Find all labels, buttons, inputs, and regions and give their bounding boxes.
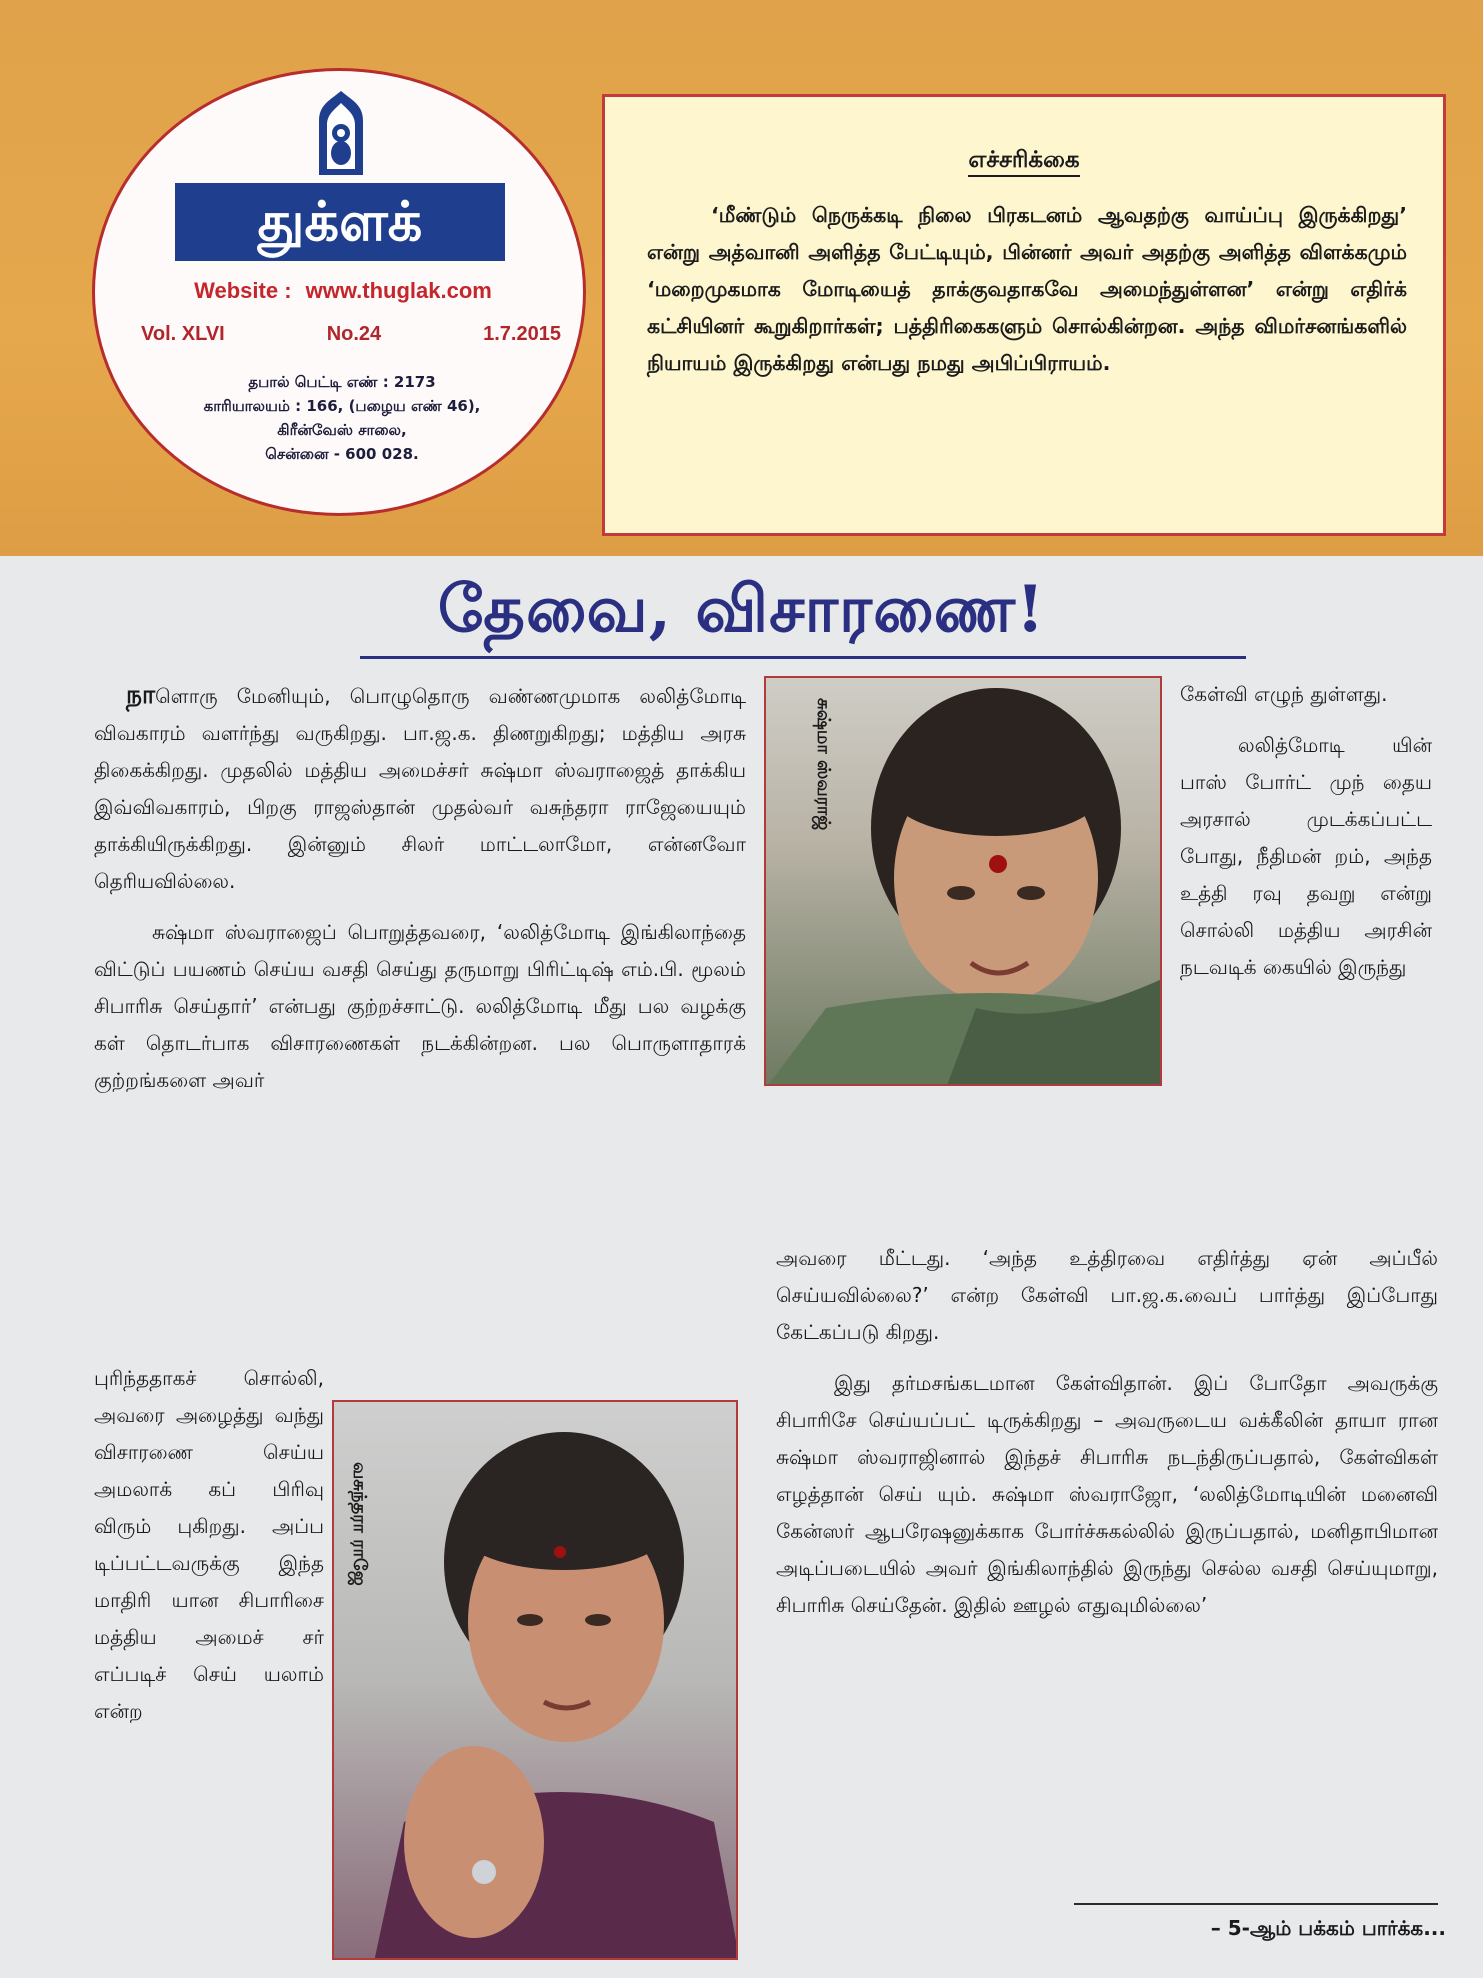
issue-line xyxy=(141,323,561,346)
article-paragraph-6: அவரை மீட்டது. ‘அந்த உத்திரவை எதிர்த்து ஏன் அப்பீல் செய்யவில்லை?’ என்ற கேள்வி பா.ஜ.க.வைப் பார்த்து இப்போது கேட்கப்படு கிறது. xyxy=(776,1246,1438,1344)
warning-box xyxy=(602,94,1446,536)
temple-emblem-icon xyxy=(313,87,369,179)
article-paragraph-7: இது தர்மசங்கடமான கேள்விதான். இப் போதோ அவருக்கு சிபாரிசே செய்யப்பட் டிருக்கிறது – அவருடைய வக்கீலின் தாயா ரான சுஷ்மா ஸ்வராஜினால் இந்தச் சிபாரிசு நடந்திருப்பதால், கேள்விகள் எழத்தான் செய் யும். சுஷ்மா ஸ்வராஜோ, ‘லலித்மோடியின் மனைவி கேன்ஸர் ஆபரேஷனுக்காக போர்ச்சுகல்லில் இருப்பதால், மனிதாபிமான அடிப்படையில் அவர் இங்கிலாந்தில் இருந்து செல்ல வசதி செய்யுமாறு, சிபாரிசு செய்தேன். இதில் ஊழல் எதுவுமில்லை’ xyxy=(776,1371,1438,1617)
article-headline: தேவை, விசாரணை! xyxy=(437,572,1046,647)
article-column-left-narrow xyxy=(94,1360,324,1744)
website-url[interactable]: www.thuglak.com xyxy=(305,278,492,303)
issue-date: 1.7.2015 xyxy=(483,323,561,345)
masthead-title xyxy=(175,183,505,261)
vasundhara-caption: வசுந்தரா ராஜே xyxy=(349,1462,370,1586)
website-label: Website : xyxy=(194,278,292,303)
article-paragraph-4: கேள்வி எழுந் துள்ளது. xyxy=(1180,682,1388,706)
masthead-title-text: துக்ளக் xyxy=(257,190,423,253)
article-column-right xyxy=(776,1240,1438,1638)
article-column-left xyxy=(94,676,746,1113)
article-paragraph-2: சுஷ்மா ஸ்வராஜைப் பொறுத்தவரை, ‘லலித்மோடி இங்கிலாந்தை விட்டுப் பயணம் செய்ய வசதி செய்து தருமாறு பிரிட்டிஷ் எம்.பி. மூலம் சிபாரிசு செய்தார்’ என்பது குற்றச்சாட்டு. லலித்மோடி மீது பல வழக்கு கள் தொடர்பாக விசாரணைகள் நடக்கின்றன. பல பொருளாதாரக் குற்றங்களை அவர் xyxy=(94,920,746,1092)
warning-text: ‘மீண்டும் நெருக்கடி நிலை பிரகடனம் ஆவதற்கு வாய்ப்பு இருக்கிறது’ என்று அத்வானி அளித்த பேட்டியும், பின்னர் அவர் அதற்கு அளித்த விளக்கமும் ‘மறைமுகமாக மோடியைத் தாக்குவதாகவே அமைந்துள்ளன’ என்று எதிர்க் கட்சியினர் கூறுகிறார்கள்; பத்திரிகைகளும் சொல்கின்றன. அந்த விமர்சனங்களில் நியாயம் இருக்கிறது என்பது நமது அபிப்பிராயம். xyxy=(647,203,1407,375)
continued-on-page: – 5-ஆம் பக்கம் பார்க்க... xyxy=(1210,1916,1446,1940)
drop-cap: நா xyxy=(126,680,156,709)
address-line-2: காரியாலயம் : 166, (பழைய எண் 46), xyxy=(203,397,481,415)
article-paragraph-5: லலித்மோடி யின் பாஸ் போர்ட் முந் தைய அரசால் முடக்கப்பட்ட போது, நீதிமன் றம், அந்த உத்தி ரவு தவறு என்று சொல்லி மத்திய அரசின் நடவடிக் கையில் இருந்து xyxy=(1180,733,1432,979)
vasundhara-portrait-image xyxy=(334,1402,738,1960)
article-paragraph-1: நாளொரு மேனியும், பொழுதொரு வண்ணமுமாக லலித்மோடி விவகாரம் வளர்ந்து வருகிறது. பா.ஜ.க. திணறுகிறது; மத்திய அரசு திகைக்கிறது. முதலில் மத்திய அமைச்சர் சுஷ்மா ஸ்வராஜைத் தாக்கிய இவ்விவகாரம், பிறகு ராஜஸ்தான் முதல்வர் வசுந்தரா ராஜேயையும் தாக்கியிருக்கிறது. இன்னும் சிலர் மாட்டலாமோ, என்னவோ தெரியவில்லை. xyxy=(94,680,746,893)
address-line-1: தபால் பெட்டி எண் : 2173 xyxy=(248,373,436,391)
footer-rule xyxy=(1074,1903,1438,1905)
vasundhara-photo xyxy=(332,1400,738,1960)
address-line-3: கிரீன்வேஸ் சாலை, xyxy=(277,421,407,439)
issue-number: No.24 xyxy=(326,323,382,345)
sushma-photo xyxy=(764,676,1162,1086)
address-line-4: சென்னை - 600 028. xyxy=(265,445,419,463)
sushma-caption: சுஷ்மா ஸ்வராஜ் xyxy=(813,698,834,831)
article-paragraph-3: புரிந்ததாகச் சொல்லி, அவரை அழைத்து வந்து விசாரணை செய்ய அமலாக் கப் பிரிவு விரும் புகிறது. அப்ப டிப்பட்டவருக்கு இந்த மாதிரி யான சிபாரிசை மத்திய அமைச் சர் எப்படிச் செய் யலாம் என்ற xyxy=(94,1366,324,1723)
article-column-right-narrow xyxy=(1180,676,1432,1000)
headline-rule xyxy=(360,656,1246,659)
masthead-logo xyxy=(92,68,586,516)
warning-title: எச்சரிக்கை xyxy=(605,147,1443,176)
website-line xyxy=(123,278,563,304)
volume: Vol. XLVI xyxy=(141,323,225,345)
